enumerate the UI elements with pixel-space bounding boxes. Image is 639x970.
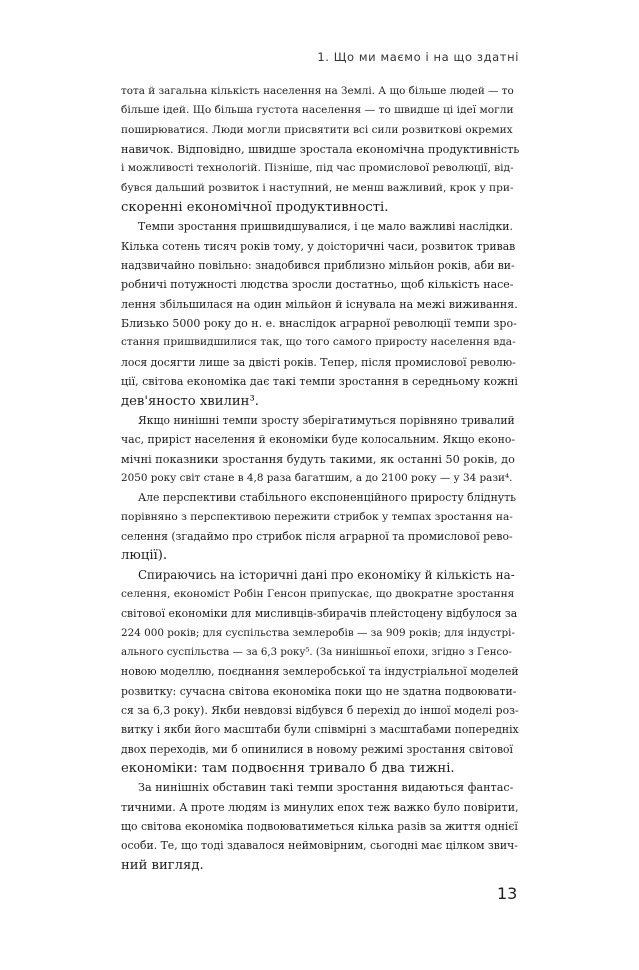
text-line: лення збільшилася на один мільйон й існувала на межі виживання.: [121, 297, 518, 311]
text-line: скоренні економічної продуктивності.: [121, 200, 389, 216]
text-line: час, приріст населення й економіки буде колосальним. Якщо еконо-: [121, 433, 515, 447]
text-line: стання пришвидшилися так, що того самого приросту населення вда-: [121, 336, 516, 349]
paragraph-first-line: Спираючись на історичні дані про економіку й кількість на-: [138, 567, 515, 582]
text-line: 2050 року світ стане в 4,8 раза багатшим, а до 2100 року — у 34 рази⁴.: [121, 471, 513, 484]
text-line: робничі потужності людства зросли достатньо, щоб кількість насе-: [121, 278, 514, 292]
text-line: тота й загальна кількість населення на Землі. А що більше людей — то: [121, 85, 514, 97]
text-line: селення (згадаймо про стрибок після аграрної та промислової рево-: [121, 529, 513, 543]
text-line: Кілька сотень тисяч років тому, у доісторичні часи, розвиток тривав: [121, 239, 516, 253]
text-line: навичок. Відповідно, швидше зростала економічна продуктивність: [121, 143, 520, 157]
paragraph-first-line: Темпи зростання пришвидшувалися, і це мало важливі наслідки.: [138, 220, 513, 234]
text-line: двох переходів, ми б опинилися в новому режимі зростання світової: [121, 742, 514, 756]
text-line: ний вигляд.: [121, 857, 204, 873]
text-line: порівняно з перспективою пережити стрибок у темпах зростання на-: [121, 510, 513, 523]
text-line: більше ідей. Що більша густота населення — то швидше ці ідеї могли: [121, 104, 514, 117]
text-line: ся за 6,3 року). Якби невдовзі відбувся б перехід до іншої моделі роз-: [121, 704, 519, 717]
text-line: світової економіки для мисливців-збирачів плейстоцену відбулося за: [121, 607, 518, 621]
text-line: новою моделлю, поєднання землеробської та індустріальної моделей: [121, 665, 519, 679]
page-number: 13: [497, 884, 518, 903]
text-line: селення, економіст Робін Генсон припускає, що двократне зростання: [121, 587, 515, 600]
paragraph-first-line: Якщо нинішні темпи зросту зберігатимуться порівняно тривалий: [138, 413, 515, 427]
text-line: Близько 5000 року до н. е. внаслідок аграрної революції темпи зро-: [121, 317, 517, 331]
running-head: 1. Що ми маємо і на що здатні: [317, 50, 519, 64]
text-line: ції, світова економіка дає такі темпи зростання в середньому кожні: [121, 375, 518, 389]
text-line: економіки: там подвоєння тривало б два тижні.: [121, 761, 455, 777]
text-line: бувся дальший розвиток і наступний, не менш важливий, крок у при-: [121, 181, 514, 194]
body-text: [121, 82, 519, 875]
text-line: поширюватися. Люди могли присвятити всі сили розвиткові окремих: [121, 123, 513, 136]
text-line: люції).: [121, 548, 168, 564]
text-line: розвитку: сучасна світова економіка поки що не здатна подвоювати-: [121, 684, 517, 698]
text-line: і можливості технологій. Пізніше, під час промислової революції, від-: [121, 162, 514, 175]
paragraph-first-line: Але перспективи стабільного експоненційного приросту бліднуть: [138, 491, 516, 505]
text-line: 224 000 років; для суспільства землеробів — за 909 років; для індустрі-: [121, 626, 516, 639]
text-line: лося досягти лише за двісті років. Тепер, після промислової револю-: [121, 355, 516, 369]
text-line: що світова економіка подвоюватиметься кілька разів за життя однієї: [121, 820, 518, 834]
text-line: надзвичайно повільно: знадобився приблизно мільйон років, аби ви-: [121, 259, 515, 273]
text-line: особи. Те, що тоді здавалося неймовірним, сьогодні має цілком звич-: [121, 839, 518, 853]
paragraph-first-line: За нинішніх обставин такі темпи зростання видаються фантас-: [138, 781, 514, 795]
text-line: мічні показники зростання будуть такими, як останні 50 років, до: [121, 452, 515, 466]
text-line: тичними. А проте людям із минулих епох теж важко було повірити,: [121, 800, 519, 814]
text-line: витку і якби його масштаби були співмірні з масштабами попередніх: [121, 723, 519, 737]
text-line: ального суспільства — за 6,3 року⁵. (За нинішньої епохи, згідно з Генсо-: [121, 646, 512, 658]
text-line: дев'яносто хвилин³.: [121, 393, 259, 409]
